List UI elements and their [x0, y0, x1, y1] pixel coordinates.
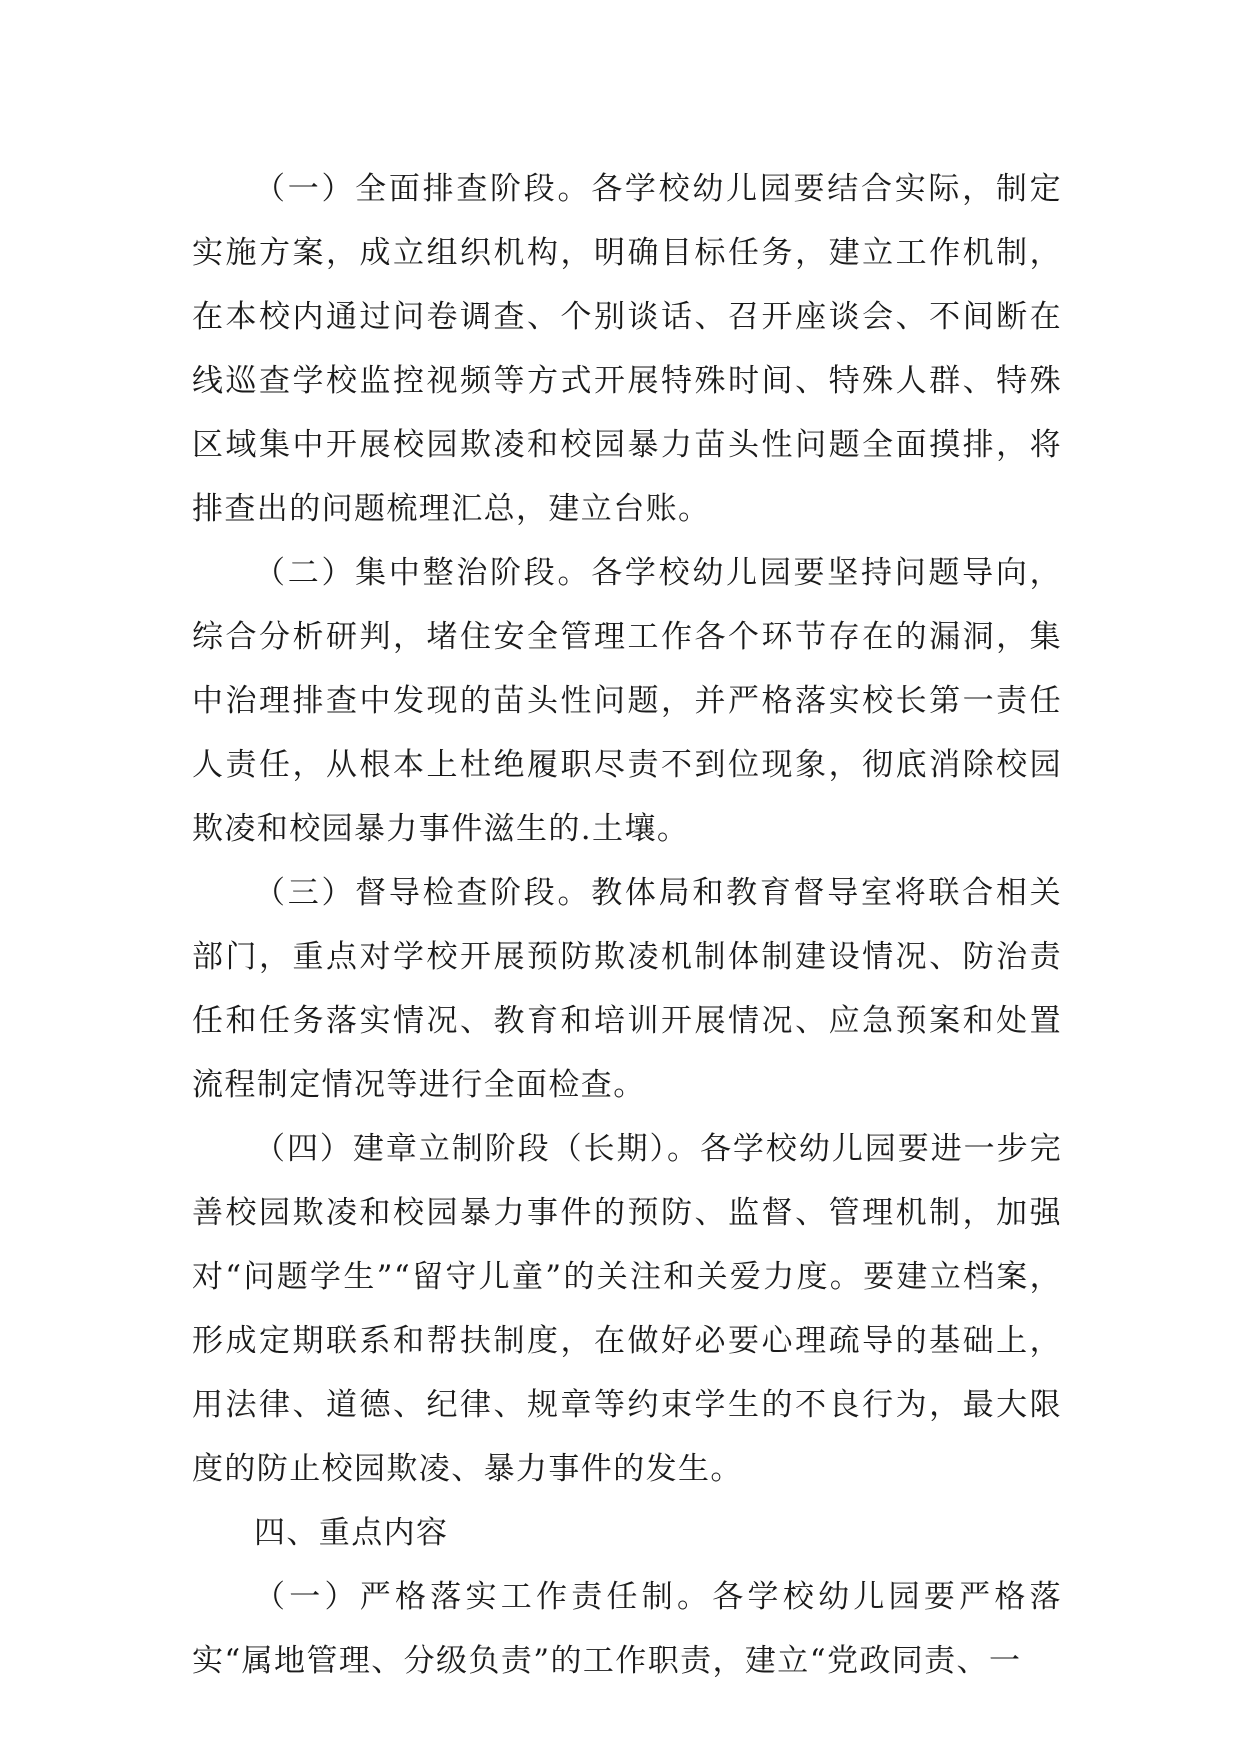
paragraph-supervision-inspection: （三）督导检查阶段。教体局和教育督导室将联合相关部门，重点对学校开展预防欺凌机制体制建设情况、防治责任和任务落实情况、教育和培训开展情况、应急预案和处置流程制定情况等进行全面检查。 [192, 875, 1062, 1103]
paragraph-rule-establishment: （四）建章立制阶段（长期）。各学校幼儿园要进一步完善校园欺凌和校园暴力事件的预防、监督、管理机制，加强对“问题学生”“留守儿童”的关注和关爱力度。要建立档案，形成定期联系和帮扶制度，在做好必要心理疏导的基础上，用法律、道德、纪律、规章等约束学生的不良行为，最大限度的防止校园欺凌、暴力事件的发生。 [192, 1131, 1062, 1487]
paragraph-comprehensive-investigation: （一）全面排查阶段。各学校幼儿园要结合实际，制定实施方案，成立组织机构，明确目标任务，建立工作机制，在本校内通过问卷调查、个别谈话、召开座谈会、不间断在线巡查学校监控视频等方式开展特殊时间、特殊人群、特殊区域集中开展校园欺凌和校园暴力苗头性问题全面摸排，将排查出的问题梳理汇总，建立台账。 [192, 171, 1062, 527]
paragraph-responsibility-system: （一）严格落实工作责任制。各学校幼儿园要严格落实“属地管理、分级负责”的工作职责，建立“党政同责、一 [192, 1579, 1062, 1679]
document-page [192, 157, 1062, 1693]
paragraph-centralized-rectification: （二）集中整治阶段。各学校幼儿园要坚持问题导向，综合分析研判，堵住安全管理工作各个环节存在的漏洞，集中治理排查中发现的苗头性问题，并严格落实校长第一责任人责任，从根本上杜绝履职尽责不到位现象，彻底消除校园欺凌和校园暴力事件滋生的.土壤。 [192, 555, 1062, 847]
section-heading: 四、重点内容 [254, 1515, 449, 1551]
